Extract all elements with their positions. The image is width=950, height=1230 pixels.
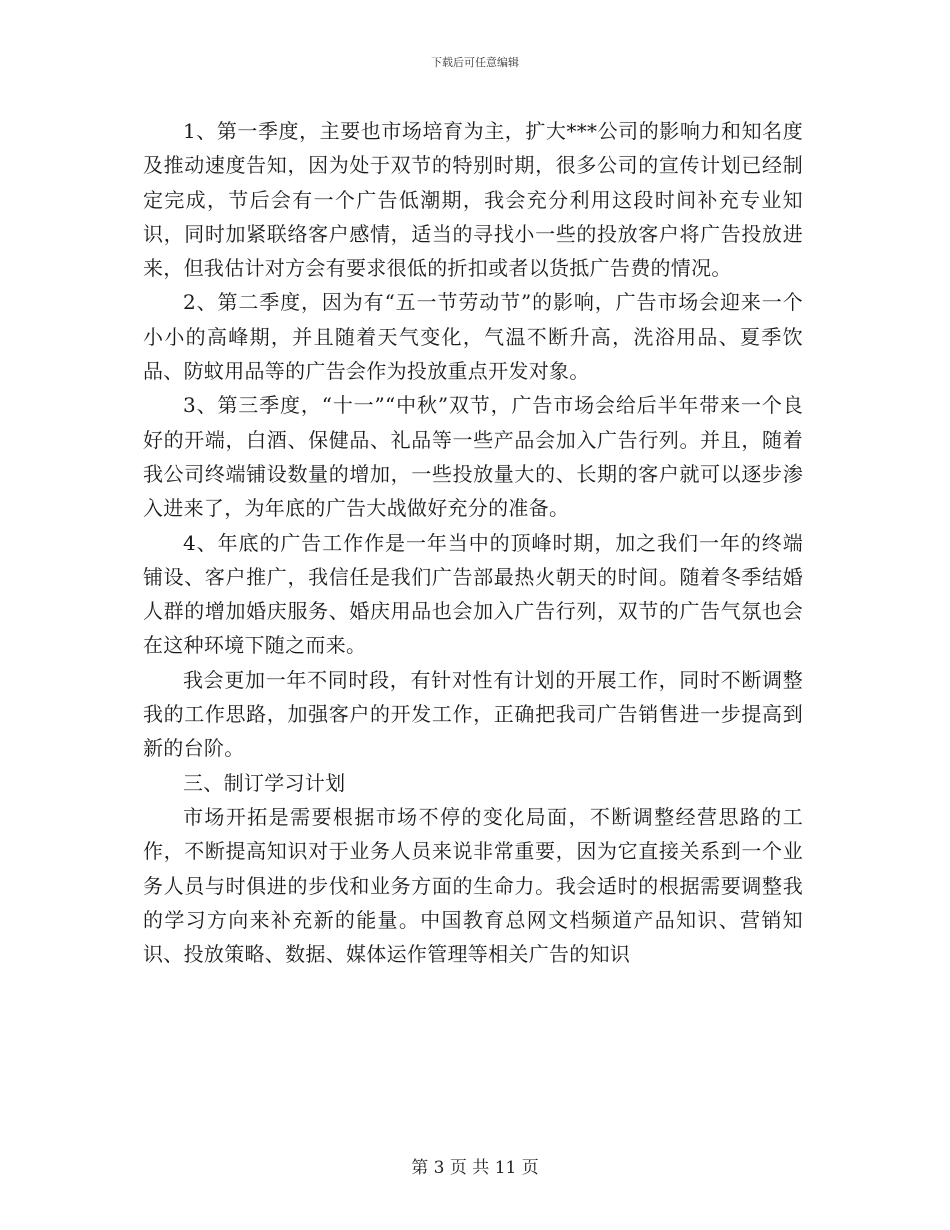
paragraph-q1: 1、第一季度，主要也市场培育为主，扩大***公司的影响力和知名度及推动速度告知，因为处于双节的特别时期，很多公司的宣传计划已经制定完成，节后会有一个广告低潮期，我会充分利用这段时间补充专业知识，同时加紧联络客户感情，适当的寻找小一些的投放客户将广告投放进来，但我估计对方会有要求很低的折扣或者以货抵广告费的情况。 <box>143 119 803 281</box>
paragraph-study-plan: 市场开拓是需要根据市场不停的变化局面，不断调整经营思路的工作，不断提高知识对于业务人员来说非常重要，因为它直接关系到一个业务人员与时俱进的步伐和业务方面的生命力。我会适时的根据需要调整我的学习方向来补充新的能量。中国教育总网文档频道产品知识、营销知识、投放策略、数据、媒体运作管理等相关广告的知识 <box>143 804 803 967</box>
section-heading-study-plan: 三、制订学习计划 <box>183 770 346 795</box>
paragraph-q4: 4、年底的广告工作作是一年当中的顶峰时期，加之我们一年的终端铺设、客户推广，我信任是我们广告部最热火朝天的时间。随着冬季结婚人群的增加婚庆服务、婚庆用品也会加入广告行列，双节的广告气氛也会在这种环境下随之而来。 <box>143 530 803 658</box>
document-body <box>143 114 803 971</box>
paragraph-q3: 3、第三季度，“十一”“中秋”双节，广告市场会给后半年带来一个良好的开端，白酒、保健品、礼品等一些产品会加入广告行列。并且，随着我公司终端铺设数量的增加，一些投放量大的、长期的客户就可以逐步渗入进来了，为年底的广告大战做好充分的准备。 <box>143 393 803 521</box>
page-header: 下载后可任意编辑 <box>431 56 519 69</box>
page-number-footer: 第 3 页 共 11 页 <box>411 1158 539 1178</box>
paragraph-summary: 我会更加一年不同时段，有针对性有计划的开展工作，同时不断调整我的工作思路，加强客户的开发工作，正确把我司广告销售进一步提高到新的台阶。 <box>143 667 803 761</box>
paragraph-q2: 2、第二季度，因为有“五一节劳动节”的影响，广告市场会迎来一个小小的高峰期，并且随着天气变化，气温不断升高，洗浴用品、夏季饮品、防蚊用品等的广告会作为投放重点开发对象。 <box>143 290 803 384</box>
